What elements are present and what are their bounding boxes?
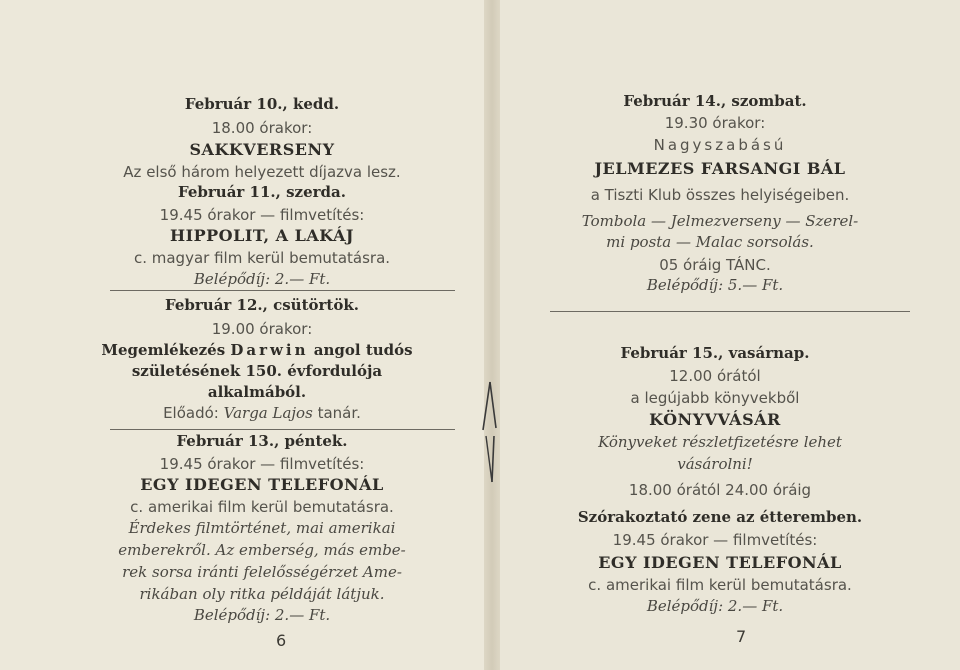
event-title-line3: alkalmából.	[207, 383, 307, 401]
speaker-label: Előadó:	[163, 404, 219, 422]
time-label: 19.45 órakor — filmvetítés:	[612, 531, 818, 549]
title-text: angol tudós	[313, 341, 413, 359]
time-label: 12.00 órától	[669, 367, 761, 385]
bookfair-description: vásárolni!	[677, 455, 753, 473]
film-description-line: rek sorsa iránti felelősségérzet Ame-	[122, 563, 402, 581]
date-feb-14: Február 14., szombat.	[623, 92, 807, 110]
time-label: 18.00 órakor:	[211, 119, 313, 137]
divider	[110, 290, 455, 291]
entry-fee: Belépődíj: 2.— Ft.	[193, 270, 331, 288]
event-title-film: EGY IDEGEN TELEFONÁL	[598, 553, 842, 572]
darwin-name: Darwin	[230, 341, 309, 359]
date-feb-11: Február 11., szerda.	[178, 183, 346, 201]
film-description-line: emberekről. Az emberség, más embe-	[118, 541, 406, 559]
page-number: 7	[736, 627, 747, 646]
divider	[110, 429, 455, 430]
program-line: Tombola — Jelmezverseny — Szerel-	[581, 212, 859, 230]
event-subtitle: a legújabb könyvekből	[630, 389, 800, 407]
page-number: 6	[276, 631, 287, 650]
dance-until: 05 óráig TÁNC.	[659, 256, 771, 274]
right-page	[500, 0, 960, 670]
date-feb-13: Február 13., péntek.	[176, 432, 348, 450]
speaker-name: Varga Lajos	[223, 404, 313, 422]
speaker-line	[40, 404, 484, 422]
event-title-line2: születésének 150. évfordulója	[131, 362, 383, 380]
event-location: a Tiszti Klub összes helyiségeiben.	[590, 186, 850, 204]
event-title-bookfair: KÖNYVVÁSÁR	[649, 410, 781, 429]
spaced-heading: Nagyszabású	[653, 136, 787, 154]
entry-fee: Belépődíj: 5.— Ft.	[646, 276, 784, 294]
event-note: c. amerikai film kerül bemutatásra.	[130, 498, 394, 516]
time-label: 19.45 órakor — filmvetítés:	[159, 206, 365, 224]
event-title-chess: SAKKVERSENY	[189, 140, 335, 159]
time-label: 19.30 órakor:	[664, 114, 766, 132]
entry-fee: Belépődíj: 2.— Ft.	[646, 597, 784, 615]
date-feb-10: Február 10., kedd.	[184, 95, 340, 113]
bookfair-description: Könyveket részletfizetésre lehet	[598, 433, 842, 451]
music-time: 18.00 órától 24.00 óráig	[628, 481, 812, 499]
speaker-role: tanár.	[317, 404, 361, 422]
event-title-film: EGY IDEGEN TELEFONÁL	[140, 475, 384, 494]
film-description-line: rikában oly ritka példáját látjuk.	[139, 585, 385, 603]
date-feb-12: Február 12., csütörtök.	[165, 296, 359, 314]
divider	[550, 311, 910, 312]
title-text: Megemlékezés	[101, 341, 226, 359]
event-title-ball: JELMEZES FARSANGI BÁL	[594, 159, 846, 178]
time-label: 19.45 órakor — filmvetítés:	[159, 455, 365, 473]
event-note: Az első három helyezett díjazva lesz.	[123, 163, 401, 181]
music-event: Szórakoztató zene az étteremben.	[577, 508, 863, 526]
event-title-darwin	[30, 341, 484, 359]
event-title-hippolit: HIPPOLIT, A LAKÁJ	[169, 226, 354, 245]
event-note: c. magyar film kerül bemutatásra.	[133, 249, 391, 267]
entry-fee: Belépődíj: 2.— Ft.	[193, 606, 331, 624]
program-line: mi posta — Malac sorsolás.	[606, 233, 814, 251]
film-description-line: Érdekes filmtörténet, mai amerikai	[128, 519, 396, 537]
event-note: c. amerikai film kerül bemutatásra.	[588, 576, 852, 594]
date-feb-15: Február 15., vasárnap.	[620, 344, 810, 362]
time-label: 19.00 órakor:	[211, 320, 313, 338]
